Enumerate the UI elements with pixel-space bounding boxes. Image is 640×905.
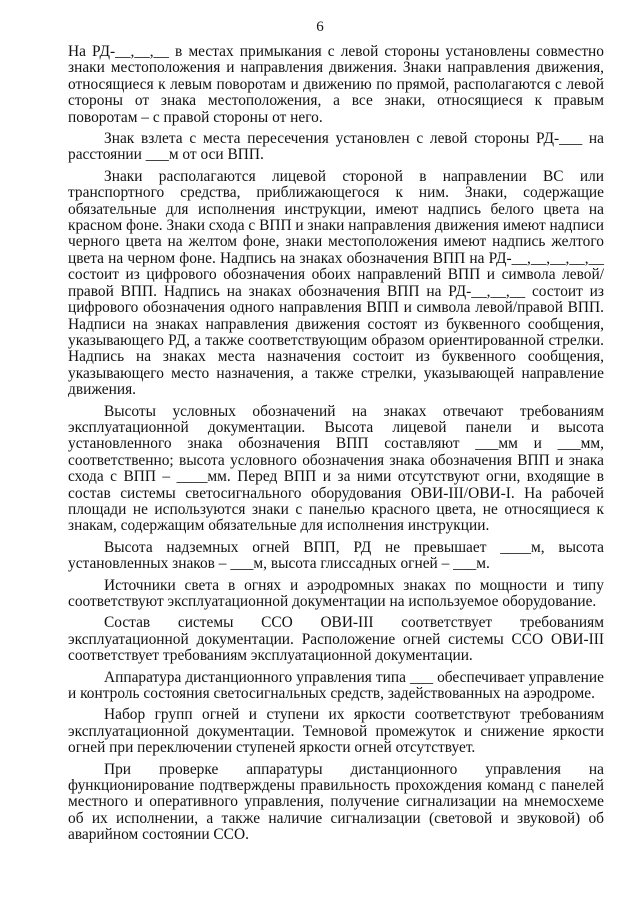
document-body xyxy=(68,44,604,844)
paragraph-light-heights: Высота надземных огней ВПП, РД не превышает ____м, высота установленных знаков – ___м, высота глиссадных огней – ___м. xyxy=(68,538,604,573)
paragraph-sign-orientation: Знаки располагаются лицевой стороной в направлении ВС или транспортного средства, приближающегося к ним. Знаки, содержащие обязательные для исполнения инструкции, имеют надпись белого цвета на красном фоне. Знаки схода с ВПП и знаки направления движения имеют надписи черного цвета на желтом фоне, знаки местоположения имеют надпись желтого цвета на черном фоне. Надпись на знаках обозначения ВПП на РД-__,__,__,__,__ состоит из цифрового обозначения обоих направлений ВПП и символа левой/правой ВПП. Надпись на знаках обозначения ВПП на РД-__,__,__ состоит из цифрового обозначения одного направления ВПП и символа левой/правой ВПП. Надписи на знаках направления движения состоят из буквенного сообщения, указывающего РД, а также соответствующим образом ориентированной стрелки. Надпись на знаках места назначения состоит из буквенного сообщения, указывающего место назначения, а также стрелки, указывающей направление движения. xyxy=(68,167,604,399)
paragraph-brightness-steps: Набор групп огней и ступени их яркости соответствуют требованиям эксплуатационной документации. Темновой промежуток и снижение яркости огней при переключении ступеней яркости огней отсутствует. xyxy=(68,706,604,757)
paragraph-taxiway-signs: На РД-__,__,__ в местах примыкания с левой стороны установлены совместно знаки местоположения и направления движения. Знаки направления движения, относящиеся к левым поворотам и движению по прямой, располагаются с левой стороны от знака местоположения, а все знаки, относящиеся к правым поворотам – с правой стороны от него. xyxy=(68,43,604,126)
paragraph-system-composition: Состав системы ССО ОВИ-III соответствует требованиям эксплуатационной документации. Расположение огней системы ССО ОВИ-III соответствует требованиям эксплуатационной документации. xyxy=(68,614,604,665)
paragraph-remote-control: Аппаратура дистанционного управления типа ___ обеспечивает управление и контроль состояния светосигнальных средств, задействованных на аэродроме. xyxy=(68,668,604,703)
paragraph-sign-heights: Высоты условных обозначений на знаках отвечают требованиям эксплуатационной документации. Высота лицевой панели и высота установленного знака обозначения ВПП составляют ___мм и ___мм, соответственно; высота условного обозначения знака обозначения ВПП и знака схода с ВПП – ____мм. Перед ВПП и за ними отсутствуют огни, входящие в состав системы светосигнального оборудования ОВИ-III/ОВИ-I. На рабочей площади не используются знаки с панелью красного цвета, не относящиеся к знакам, содержащим обязательные для исполнения инструкции. xyxy=(68,402,604,535)
paragraph-takeoff-sign: Знак взлета с места пересечения установлен с левой стороны РД-___ на расстоянии ___м от оси ВПП. xyxy=(68,130,604,164)
paragraph-verification: При проверке аппаратуры дистанционного управления на функционирование подтверждены правильность прохождения команд с панелей местного и оперативного управления, получение сигнализации на мнемосхеме об их исполнении, а также наличие сигнализации (световой и звуковой) об аварийном состоянии ССО. xyxy=(68,760,604,844)
paragraph-light-sources: Источники света в огнях и аэродромных знаках по мощности и типу соответствуют эксплуатационной документации на используемое оборудование. xyxy=(68,576,604,610)
page-number: 6 xyxy=(316,19,324,35)
